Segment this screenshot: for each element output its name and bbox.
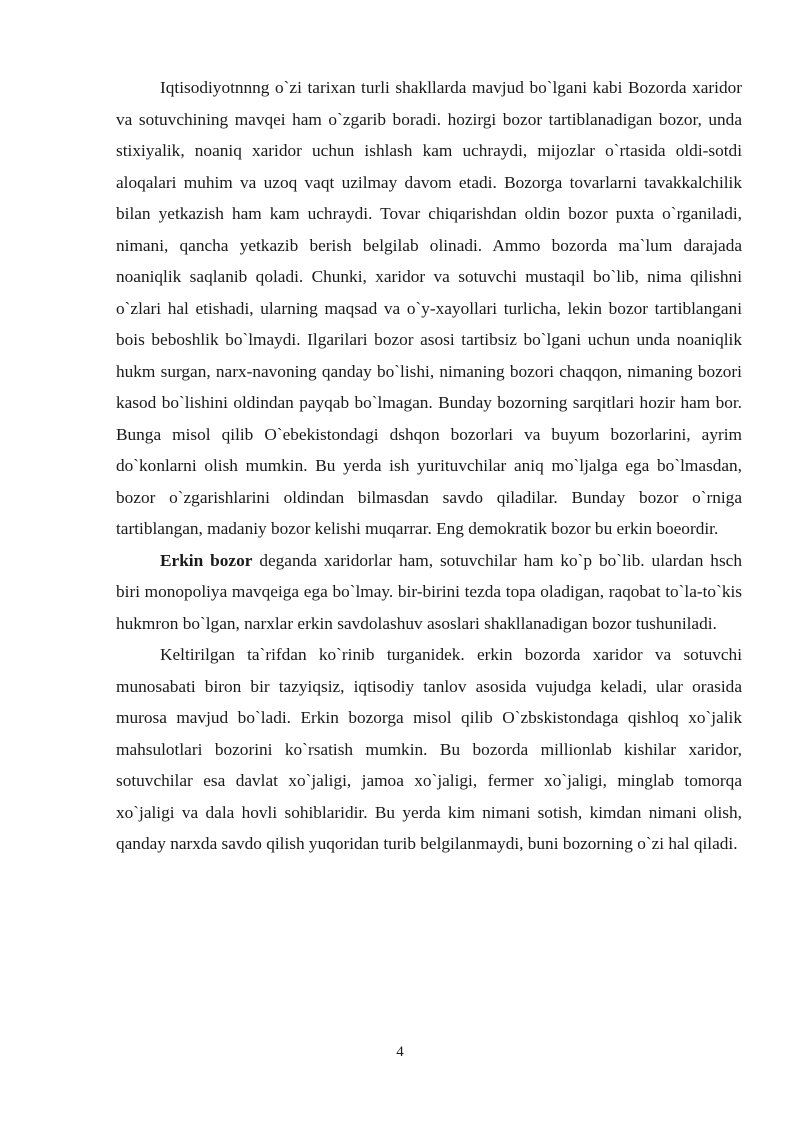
paragraph-3: [116, 639, 742, 860]
paragraph-2-text: deganda xaridorlar ham, sotuvchilar ham ko`p bo`lib. ulardan hsch biri monopoliya mavqeiga ega bo`lmay. bir-birini tezda topa oladigan, raqobat to`la-to`kis hukmron bo`lgan, narxlar erkin savdolashuv asoslari shakllanadigan bozor tushuniladi.: [116, 550, 742, 633]
document-page: [116, 72, 742, 860]
paragraph-2: [116, 545, 742, 640]
paragraph-1: [116, 72, 742, 545]
paragraph-1-text: Iqtisodiyotnnng o`zi tarixan turli shakllarda mavjud bo`lgani kabi Bozorda xaridor va sotuvchining mavqei ham o`zgarib boradi. hozirgi bozor tartiblanadigan bozor, unda stixiyalik, noaniq xaridor uchun ishlash kam uchraydi, mijozlar o`rtasida oldi-sotdi aloqalari muhim va uzoq vaqt uzilmay davom etadi. Bozorga tovarlarni tavakkalchilik bilan yetkazish ham kam uchraydi. Tovar chiqarishdan oldin bozor puxta o`rganiladi, nimani, qancha yetkazib berish belgilab olinadi. Ammo bozorda ma`lum darajada noaniqlik saqlanib qoladi. Chunki, xaridor va sotuvchi mustaqil bo`lib, nima qilishni o`zlari hal etishadi, ularning maqsad va o`y-xayollari turlicha, lekin bozor tartiblangani bois beboshlik bo`lmaydi. Ilgarilari bozor asosi tartibsiz bo`lgani uchun unda noaniqlik hukm surgan, narx-navoning qanday bo`lishi, nimaning bozori chaqqon, nimaning bozori kasod bo`lishini oldindan payqab bo`lmagan. Bunday bozorning sarqitlari hozir ham bor. Bunga misol qilib O`ebekistondagi dshqon bozorlari va buyum bozorlarini, ayrim do`konlarni olish mumkin. Bu yerda ish yurituvchilar aniq mo`ljalga ega bo`lmasdan, bozor o`zgarishlarini oldindan bilmasdan savdo qiladilar. Bunday bozor o`rniga tartiblangan, madaniy bozor kelishi muqarrar. Eng demokratik bozor bu erkin boeordir.: [116, 78, 742, 538]
paragraph-3-text: Keltirilgan ta`rifdan ko`rinib turganidek. erkin bozorda xaridor va sotuvchi munosabati biron bir tazyiqsiz, iqtisodiy tanlov asosida vujudga keladi, ular orasida murosa mavjud bo`ladi. Erkin bozorga misol qilib O`zbskistondaga qishloq xo`jalik mahsulotlari bozorini ko`rsatish mumkin. Bu bozorda millionlab kishilar xaridor, sotuvchilar esa davlat xo`jaligi, jamoa xo`jaligi, fermer xo`jaligi, minglab tomorqa xo`jaligi va dala hovli sohiblaridir. Bu yerda kim nimani sotish, kimdan nimani olish, qanday narxda savdo qilish yuqoridan turib belgilanmaydi, buni bozorning o`zi hal qiladi.: [116, 645, 742, 853]
page-number: 4: [396, 1044, 404, 1060]
paragraph-2-bold-term: Erkin bozor: [160, 550, 253, 570]
